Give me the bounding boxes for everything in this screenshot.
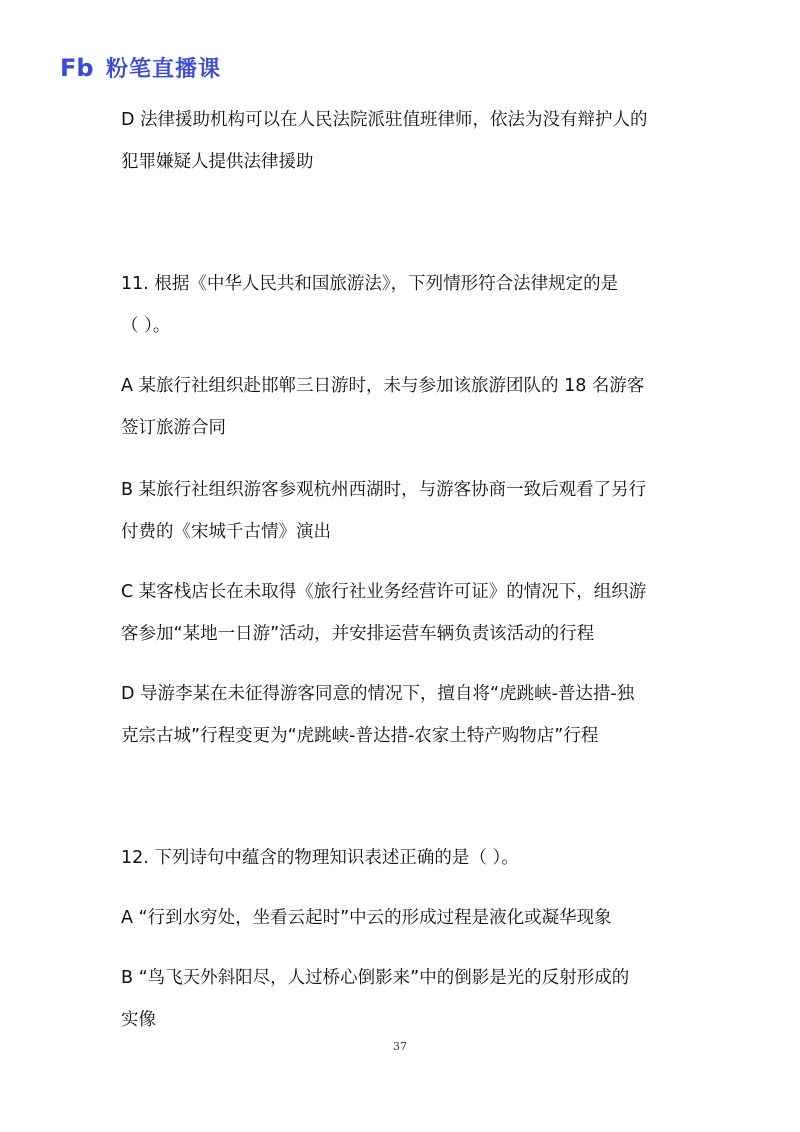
- q12-option-a: A “行到水穷处，坐看云起时”中云的形成过程是液化或凝华现象: [121, 908, 612, 928]
- page-header: [60, 52, 221, 82]
- q11-option-c-line2: 客参加“某地一日游”活动，并安排运营车辆负责该活动的行程: [121, 624, 595, 644]
- q10-option-d-line2: 犯罪嫌疑人提供法律援助: [121, 152, 314, 172]
- q11-option-b-line2: 付费的《宋城千古情》演出: [121, 522, 331, 542]
- q11-option-d-line1: D 导游李某在未征得游客同意的情况下，擅自将“虎跳峡-普达措-独: [121, 684, 635, 704]
- page-number: 37: [393, 1040, 407, 1053]
- q12-stem: 12. 下列诗句中蕴含的物理知识表述正确的是（ ）。: [121, 848, 519, 868]
- q11-option-a-line1: A 某旅行社组织赴邯郸三日游时，未与参加该旅游团队的 18 名游客: [121, 376, 645, 396]
- q11-option-b-line1: B 某旅行社组织游客参观杭州西湖时，与游客协商一致后观看了另行: [121, 480, 647, 500]
- q11-stem-line2: （ ）。: [121, 316, 171, 336]
- q11-stem-line1: 11. 根据《中华人民共和国旅游法》，下列情形符合法律规定的是: [121, 274, 619, 294]
- fenbi-logo-icon: [60, 54, 102, 80]
- brand-title: 粉笔直播课: [106, 56, 222, 82]
- q12-option-b-line2: 实像: [121, 1010, 156, 1030]
- q11-option-a-line2: 签订旅游合同: [121, 418, 226, 438]
- q11-option-c-line1: C 某客栈店长在未取得《旅行社业务经营许可证》的情况下，组织游: [121, 582, 647, 602]
- logo-text: Fb: [60, 54, 94, 80]
- q10-option-d-line1: D 法律援助机构可以在人民法院派驻值班律师，依法为没有辩护人的: [121, 110, 648, 130]
- q11-option-d-line2: 克宗古城”行程变更为“虎跳峡-普达措-农家土特产购物店”行程: [121, 726, 599, 746]
- q12-option-b-line1: B “鸟飞天外斜阳尽，人过桥心倒影来”中的倒影是光的反射形成的: [121, 968, 630, 988]
